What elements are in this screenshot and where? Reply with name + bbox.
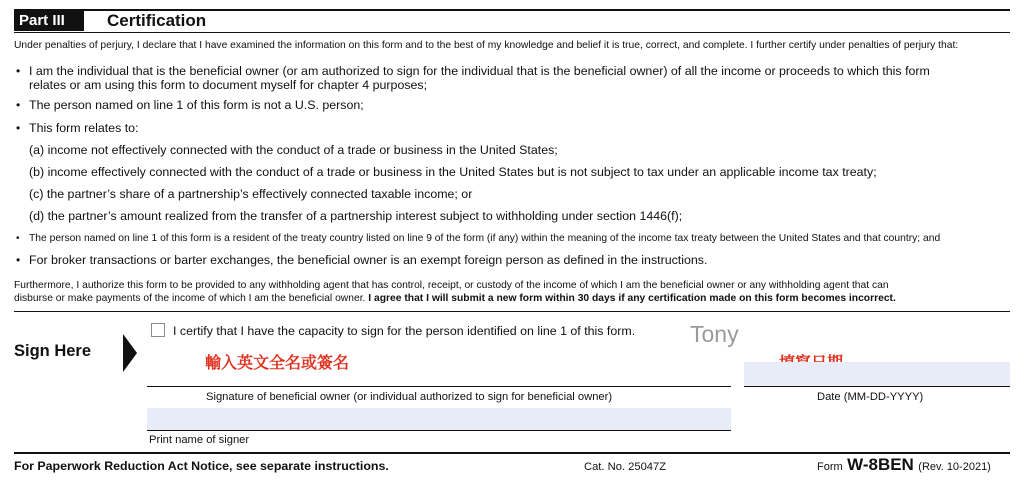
bullet-dot: •	[16, 253, 21, 267]
bullet-4: The person named on line 1 of this form is a resident of the treaty country listed on line 9 of the form (if any) within the meaning of the income tax treaty between the United States and that country; and	[29, 233, 941, 244]
bullet-1-line1: I am the individual that is the beneficial owner (or am authorized to sign for the individual that is the beneficial owner) of all the income or proceeds to which this form	[29, 64, 930, 78]
form-name: W-8BEN	[847, 455, 914, 474]
print-name-line	[147, 430, 731, 431]
header-rule	[14, 32, 1010, 33]
signature-note: 輸入英文全名或簽名	[205, 355, 350, 372]
sub-item-b: (b) income effectively connected with the conduct of a trade or business in the United States but is not subject to tax under an applicable income tax treaty;	[29, 165, 877, 179]
furthermore-line2-bold: I agree that I will submit a new form within 30 days if any certification made on this form becomes incorrect.	[368, 293, 896, 304]
bullet-dot: •	[16, 98, 21, 112]
sign-section-rule	[14, 311, 1010, 312]
capacity-checkbox-label: I certify that I have the capacity to sign for the person identified on line 1 of this form.	[173, 324, 636, 338]
furthermore-line2	[14, 292, 896, 305]
date-input[interactable]	[744, 362, 1010, 386]
print-name-caption: Print name of signer	[149, 434, 250, 446]
typed-name-text: Tony	[690, 321, 739, 347]
part-title: Certification	[107, 11, 207, 30]
signature-caption: Signature of beneficial owner (or individual authorized to sign for beneficial owner)	[206, 391, 613, 403]
sub-item-c: (c) the partner’s share of a partnership’s effectively connected taxable income; or	[29, 187, 473, 201]
date-caption: Date (MM-DD-YYYY)	[817, 391, 924, 403]
part-tag: Part III	[14, 11, 84, 31]
bullet-1-line2: relates or am using this form to document myself for chapter 4 purposes;	[29, 78, 428, 92]
bullet-2: The person named on line 1 of this form is not a U.S. person;	[29, 98, 364, 112]
signature-line	[147, 386, 731, 387]
date-line	[744, 386, 1010, 387]
bullet-5: For broker transactions or barter exchanges, the beneficial owner is an exempt foreign person as defined in the instructions.	[29, 253, 708, 267]
form-id	[817, 455, 991, 477]
bullet-3: This form relates to:	[29, 121, 139, 135]
bullet-dot: •	[16, 121, 21, 135]
furthermore-line1: Furthermore, I authorize this form to be provided to any withholding agent that has control, receipt, or custody of the income of which I am the beneficial owner or any withholding agent that can	[14, 280, 889, 291]
catalog-number: Cat. No. 25047Z	[584, 461, 667, 473]
sub-item-a: (a) income not effectively connected with the conduct of a trade or business in the United States;	[29, 143, 558, 157]
capacity-checkbox[interactable]	[151, 323, 165, 337]
footer-rule	[14, 452, 1010, 454]
bullet-dot: •	[16, 233, 20, 244]
paperwork-notice: For Paperwork Reduction Act Notice, see separate instructions.	[14, 459, 389, 473]
bullet-dot: •	[16, 64, 21, 78]
arrow-right-icon	[123, 334, 137, 372]
form-revision: (Rev. 10-2021)	[918, 461, 991, 473]
furthermore-line2-normal: disburse or make payments of the income of which I am the beneficial owner.	[14, 293, 366, 304]
form-prefix: Form	[817, 461, 843, 473]
sign-here-label: Sign Here	[14, 342, 92, 360]
print-name-input[interactable]	[147, 408, 731, 430]
sub-item-d: (d) the partner’s amount realized from the transfer of a partnership interest subject to withholding under section 1446(f);	[29, 209, 683, 223]
intro-text: Under penalties of perjury, I declare that I have examined the information on this form and to the best of my knowledge and belief it is true, correct, and complete. I further certify under penalties of perjury that:	[14, 40, 959, 51]
